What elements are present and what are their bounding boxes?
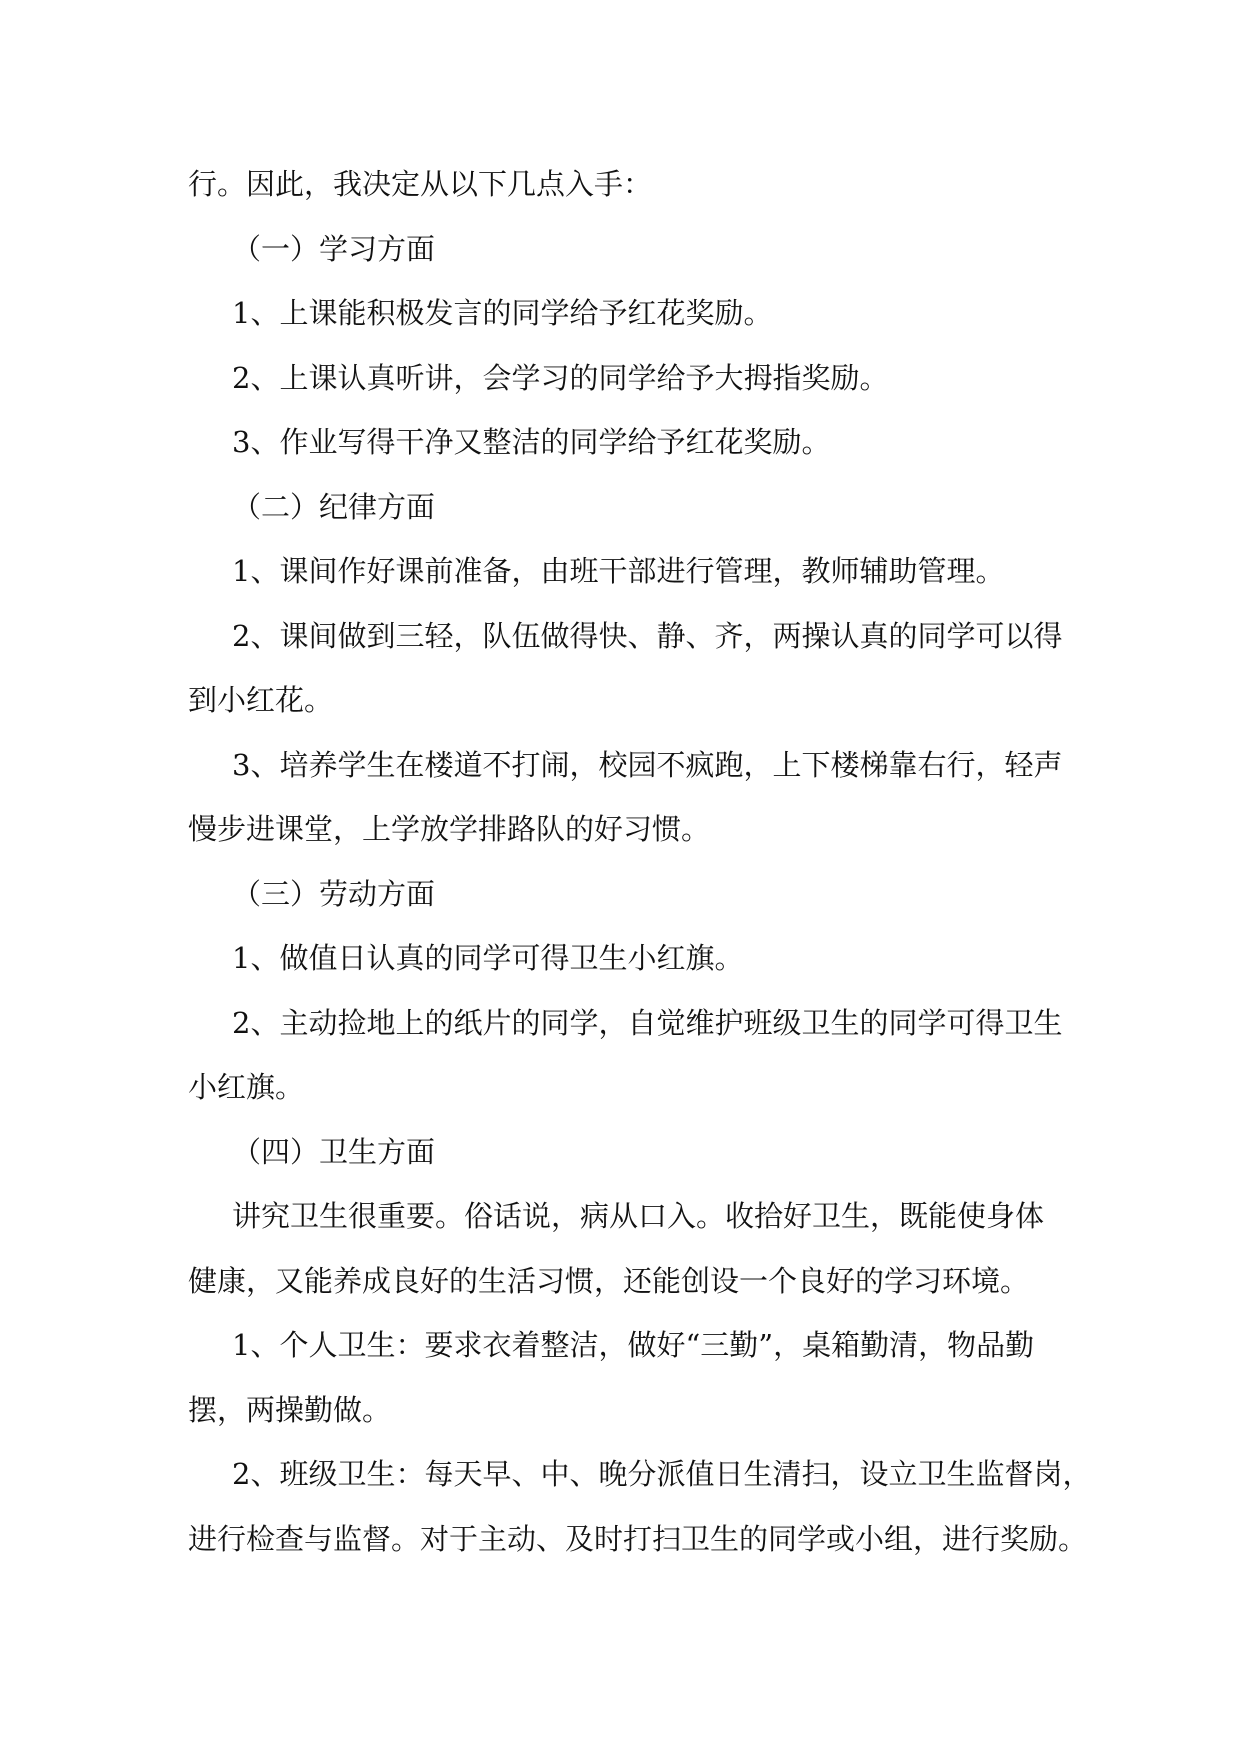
section-heading-study: （一）学习方面 [232,231,436,266]
text-line: 进行检查与监督。对于主动、及时打扫卫生的同学或小组，进行奖励。 [188,1521,1088,1556]
text-line: 小红旗。 [188,1070,305,1104]
section-heading-hygiene: （四）卫生方面 [232,1134,436,1169]
text-line: 行。因此，我决定从以下几点入手： [188,167,653,201]
text-line: 3、培养学生在楼道不打闹，校园不疯跑，上下楼梯靠右行，轻声 [232,747,1063,782]
text-line: 3、作业写得干净又整洁的同学给予红花奖励。 [232,425,831,459]
text-line: 健康，又能养成良好的生活习惯，还能创设一个良好的学习环境。 [188,1263,1030,1298]
text-line: 1、上课能积极发言的同学给予红花奖励。 [232,296,773,330]
text-line: 1、课间作好课前准备，由班干部进行管理，教师辅助管理。 [232,554,1005,588]
text-line: 到小红花。 [188,683,334,717]
text-line: 讲究卫生很重要。俗话说，病从口入。收拾好卫生，既能使身体 [232,1199,1045,1233]
text-line: 2、课间做到三轻，队伍做得快、静、齐，两操认真的同学可以得 [232,618,1063,653]
section-heading-labor: （三）劳动方面 [232,876,436,911]
text-line: 2、班级卫生：每天早、中、晚分派值日生清扫，设立卫生监督岗， [232,1457,1092,1491]
text-line: 2、上课认真听讲，会学习的同学给予大拇指奖励。 [232,360,889,395]
section-heading-discipline: （二）纪律方面 [232,489,436,524]
text-line: 摆，两操勤做。 [188,1392,392,1427]
text-line: 慢步进课堂，上学放学排路队的好习惯。 [188,812,711,846]
text-line: 2、主动捡地上的纸片的同学，自觉维护班级卫生的同学可得卫生 [232,1005,1063,1040]
text-line: 1、个人卫生：要求衣着整洁，做好“三勤”，桌箱勤清，物品勤 [232,1328,1035,1362]
text-line: 1、做值日认真的同学可得卫生小红旗。 [232,941,744,975]
document-body [188,152,1092,1571]
